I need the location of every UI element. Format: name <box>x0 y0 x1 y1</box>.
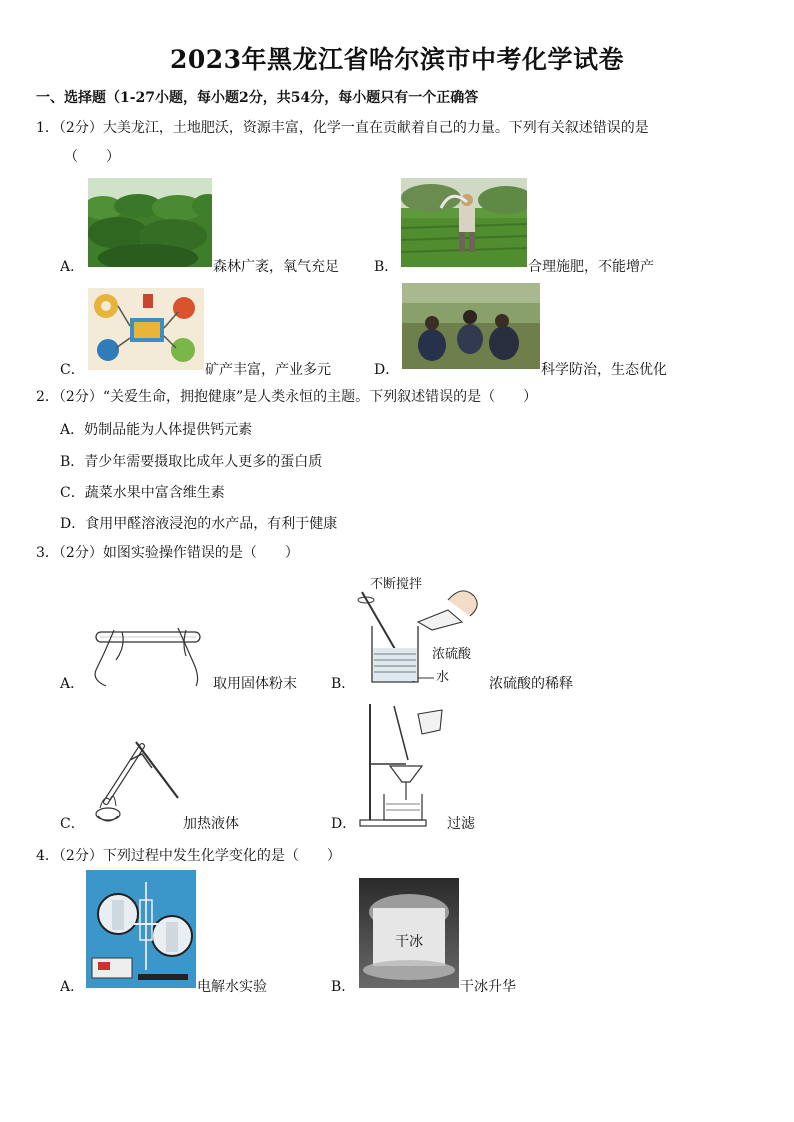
minerals-industry-image <box>88 288 204 370</box>
q1-option-a-letter[interactable]: A． <box>60 259 85 275</box>
question-2-stem: 2．（2分）“关爱生命，拥抱健康”是人类永恒的主题。下列叙述错误的是（ ） <box>36 389 538 405</box>
water-label: 水 <box>436 670 450 685</box>
electrolysis-image <box>86 870 196 988</box>
q1-option-b-letter[interactable]: B． <box>374 259 399 275</box>
q1-option-c-letter[interactable]: C． <box>60 362 85 378</box>
dry-ice-label: 干冰 <box>395 934 423 950</box>
q3-option-a-letter[interactable]: A． <box>60 676 85 692</box>
q2-option-c[interactable]: C．蔬菜水果中富含维生素 <box>60 485 225 501</box>
q3-option-c-letter[interactable]: C． <box>60 816 85 832</box>
forest-image <box>88 178 212 267</box>
q4-option-b-text: 干冰升华 <box>460 979 516 995</box>
q2-option-d[interactable]: D．食用甲醛溶液浸泡的水产品，有利于健康 <box>60 516 338 532</box>
field-research-image <box>402 283 540 369</box>
q1-option-d-letter[interactable]: D． <box>374 362 400 378</box>
acid-label: 浓硫酸 <box>432 647 472 662</box>
test-tube-powder-diagram <box>86 620 212 690</box>
fertilizing-farmer-image <box>401 178 527 267</box>
acid-dilution-diagram <box>352 570 492 688</box>
q1-option-d-text: 科学防治，生态优化 <box>541 362 667 378</box>
q3-option-b-text: 浓硫酸的稀释 <box>489 676 573 692</box>
stir-label: 不断搅拌 <box>370 577 423 592</box>
q3-option-a-text: 取用固体粉末 <box>213 676 297 692</box>
page-title: 2023年黑龙江省哈尔滨市中考化学试卷 <box>169 45 625 74</box>
filtration-diagram <box>358 700 450 830</box>
q3-option-d-letter[interactable]: D． <box>331 816 357 832</box>
q2-option-a[interactable]: A．奶制品能为人体提供钙元素 <box>60 422 253 438</box>
question-1-stem: 1．（2分）大美龙江，土地肥沃，资源丰富，化学一直在贡献着自己的力量。下列有关叙述错误的是 <box>36 120 649 136</box>
q4-option-b-letter[interactable]: B． <box>331 979 356 995</box>
q4-option-a-text: 电解水实验 <box>197 979 267 995</box>
q1-option-a-text: 森林广袤，氧气充足 <box>213 259 339 275</box>
q4-option-a-letter[interactable]: A． <box>60 979 85 995</box>
q3-option-d-text: 过滤 <box>447 816 475 832</box>
q3-option-c-text: 加热液体 <box>183 816 239 832</box>
q1-option-b-text: 合理施肥，不能增产 <box>528 259 654 275</box>
heating-liquid-diagram <box>90 734 186 826</box>
q1-option-c-text: 矿产丰富，产业多元 <box>205 362 331 378</box>
question-4-stem: 4．（2分）下列过程中发生化学变化的是（ ） <box>36 848 341 864</box>
q2-option-b[interactable]: B．青少年需要摄取比成年人更多的蛋白质 <box>60 454 323 470</box>
q3-option-b-letter[interactable]: B． <box>331 676 356 692</box>
dry-ice-image <box>359 878 459 988</box>
section-heading: 一、选择题（1-27小题，每小题2分，共54分，每小题只有一个正确答 <box>36 90 479 106</box>
question-3-stem: 3．（2分）如图实验操作错误的是（ ） <box>36 545 299 561</box>
question-1-paren: （ ） <box>64 149 120 165</box>
